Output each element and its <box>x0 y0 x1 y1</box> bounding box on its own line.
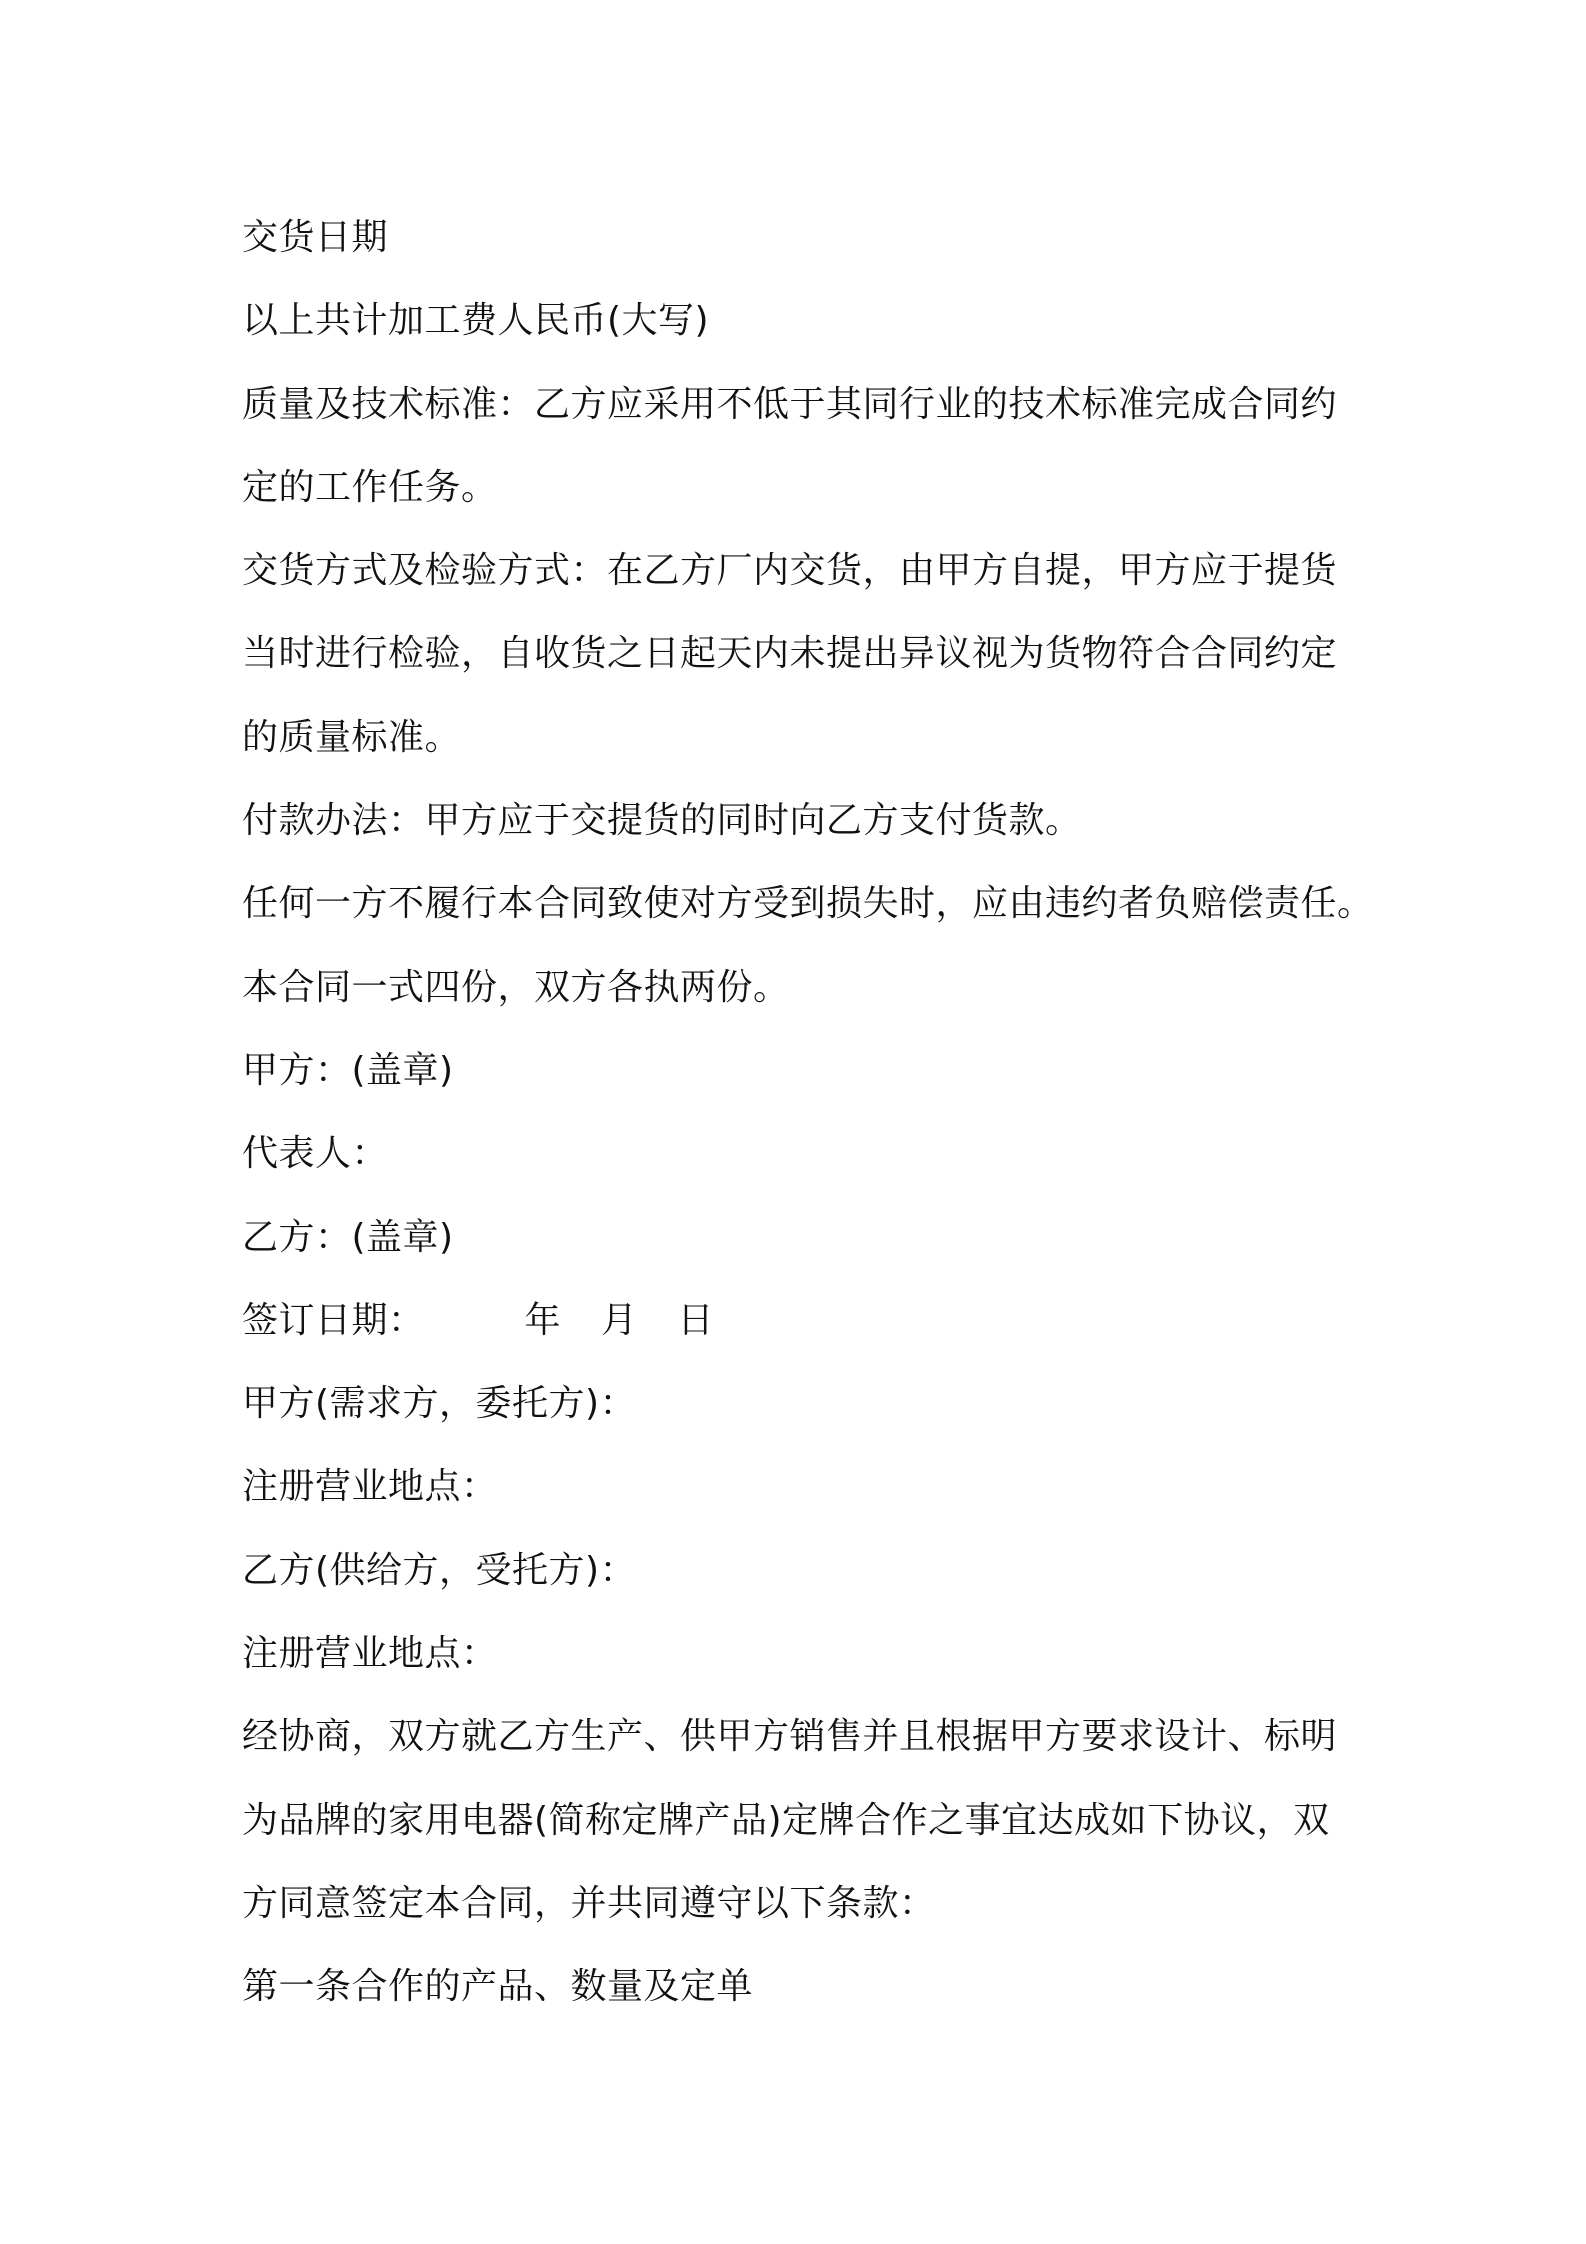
party-b-supply-line: 乙方(供给方，受托方)： <box>242 1549 637 1591</box>
party-a-seal-line: 甲方：(盖章) <box>242 1049 454 1091</box>
signing-date-month: 月 <box>601 1299 638 1341</box>
party-b-address-line: 注册营业地点： <box>242 1633 498 1675</box>
contract-text <box>242 196 1382 2029</box>
signing-date-year: 年 <box>524 1299 562 1341</box>
delivery-inspection-line: 交货方式及检验方式：在乙方厂内交货，由甲方自提，甲方应于提货 <box>242 550 1338 592</box>
signing-date-line <box>242 1279 1382 1362</box>
delivery-inspection-line-end: 的质量标准。 <box>242 716 462 758</box>
article-one-heading: 第一条合作的产品、数量及定单 <box>242 1966 754 2008</box>
agreement-intro-line-end: 方同意签定本合同，并共同遵守以下条款： <box>242 1882 936 1924</box>
signing-date-label: 签订日期： <box>242 1299 425 1341</box>
agreement-intro-line-cont: 为品牌的家用电器(简称定牌产品)定牌合作之事宜达成如下协议，双 <box>242 1799 1330 1841</box>
party-b-seal-line: 乙方：(盖章) <box>242 1216 454 1258</box>
representative-line: 代表人： <box>242 1133 389 1175</box>
party-a-demand-line: 甲方(需求方，委托方)： <box>242 1383 637 1425</box>
delivery-inspection-line-cont: 当时进行检验，自收货之日起天内未提出异议视为货物符合合同约定 <box>242 633 1338 675</box>
party-a-address-line: 注册营业地点： <box>242 1466 498 1508</box>
quality-standard-line: 质量及技术标准：乙方应采用不低于其同行业的技术标准完成合同约 <box>242 383 1338 425</box>
payment-method-line: 付款办法：甲方应于交提货的同时向乙方支付货款。 <box>242 800 1082 842</box>
liability-line: 任何一方不履行本合同致使对方受到损失时，应由违约者负赔偿责任。 <box>242 883 1374 925</box>
signing-date-day: 日 <box>677 1299 715 1341</box>
copies-line: 本合同一式四份，双方各执两份。 <box>242 966 790 1008</box>
agreement-intro-line: 经协商，双方就乙方生产、供甲方销售并且根据甲方要求设计、标明 <box>242 1716 1338 1758</box>
delivery-date-line: 交货日期 <box>242 217 389 258</box>
quality-standard-line-cont: 定的工作任务。 <box>242 466 498 508</box>
processing-fee-line: 以上共计加工费人民币(大写) <box>242 300 710 342</box>
